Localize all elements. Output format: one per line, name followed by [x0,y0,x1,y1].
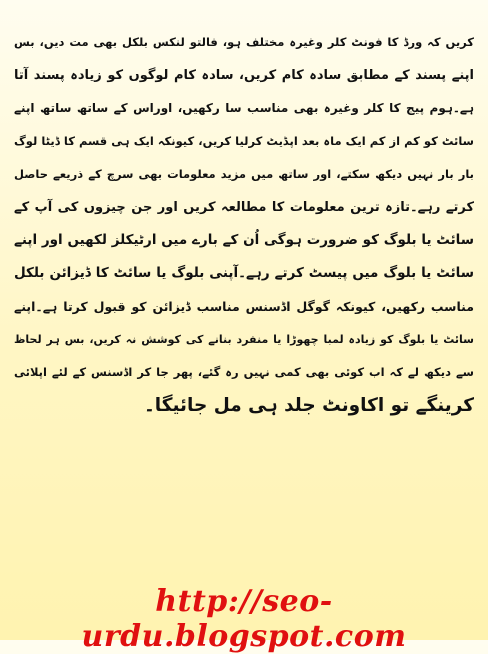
article-line: کرتے رہے۔تازہ ترین معلومات کا مطالعہ کریں اور جن چیزوں کی آپ کے [14,200,474,215]
footer-url: http://seo-urdu.blogspot.com [81,584,407,654]
article-line: کریں کہ ورڈ کا فونٹ کلر وغیرہ مختلف ہو، فالتو لنکس بلکل بھی مت دیں، بس [14,35,474,49]
article-line: بار بار نہیں دیکھ سکتے، اور ساتھ میں مزید معلومات بھی سرچ کے ذریعے حاصل [14,167,474,181]
article-line: سائٹ کو کم از کم ایک ماہ بعد اپڈیٹ کرلیا کریں، کیونکہ ایک ہی قسم کا ڈیٹا لوگ [14,134,474,148]
article-body [14,26,474,566]
article-line: سے دیکھ لے کہ اب کوئی بھی کمی نہیں رہ گئے، پھر جا کر اڈسنس کے لئے اپلائی [14,365,474,379]
article-line: سائٹ یا بلوگ کو زیادہ لمبا چھوڑا یا منفرد بنانے کی کوشش نہ کریں، بس ہر لحاظ [14,333,474,346]
article-line: سائٹ یا بلوگ میں پیسٹ کرتے رہے۔آپنی بلوگ یا سائٹ کا ڈیزائن بلکل [14,265,474,281]
article-line: ہے۔ہوم پیج کا کلر وغیرہ بھی مناسب سا رکھیں، اوراس کے ساتھ ساتھ اپنے [14,101,474,115]
article-line: کرینگے تو اکاونٹ جلد ہی مل جائیگا۔ [143,395,474,416]
article-line: سائٹ یا بلوگ کو ضرورت ہوگی اُن کے بارے میں ارٹیکلز لکھیں اور اپنے [14,232,474,248]
article-line: اپنے پسند کے مطابق سادہ کام کریں، سادہ کام لوگوں کو زیادہ پسند آتا [14,68,474,83]
article-line: مناسب رکھیں، کیونکہ گوگل اڈسنس مناسب ڈیزائن کو قبول کرتا ہے۔اپنے [14,299,474,314]
